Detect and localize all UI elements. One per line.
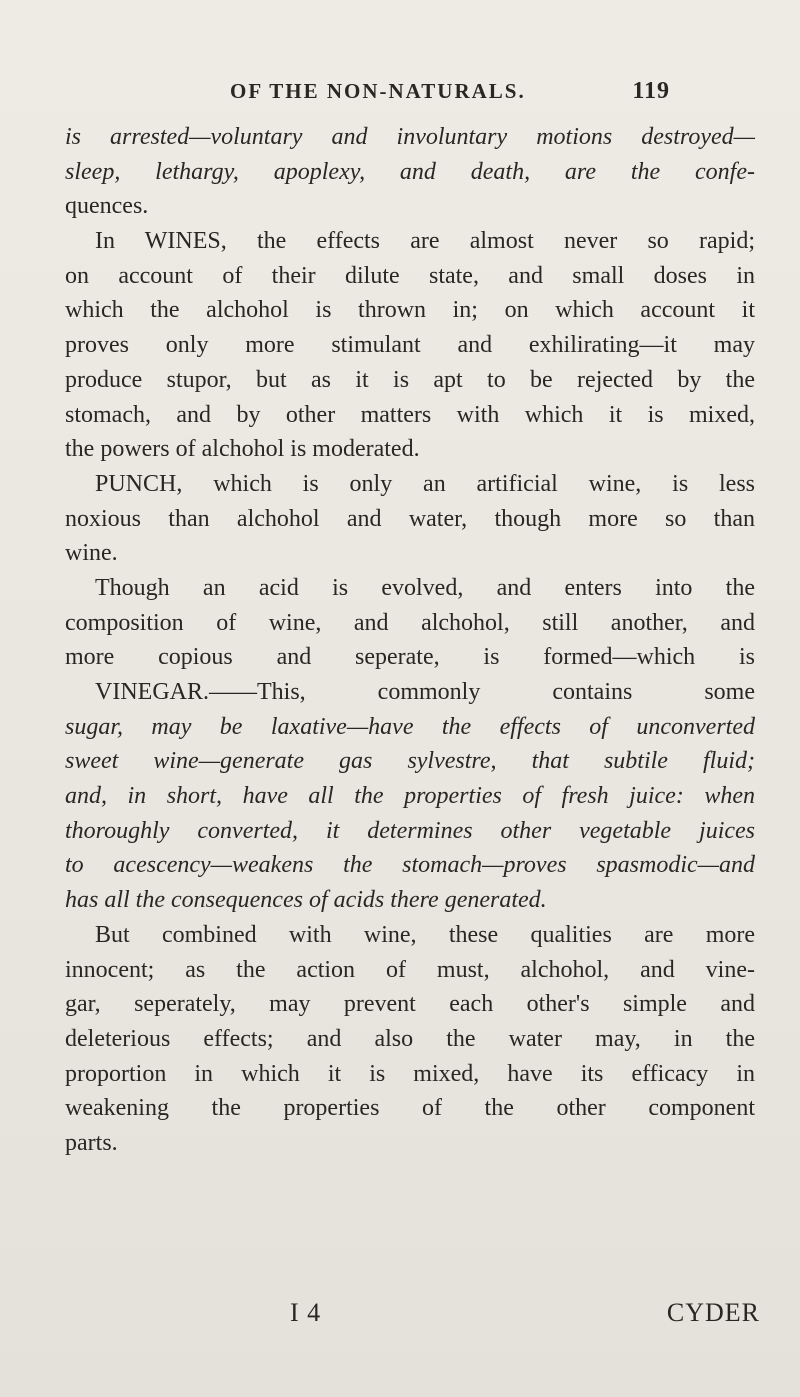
text-line: thoroughly converted, it determines other vegetable juices <box>65 817 755 844</box>
text-line: proportion in which it is mixed, have its efficacy in <box>65 1060 755 1087</box>
text-line: VINEGAR.——This, commonly contains some <box>95 679 755 705</box>
text-line: parts. <box>65 1129 118 1156</box>
text-line: the powers of alchohol is moderated. <box>65 436 420 463</box>
text-line: wine. <box>65 540 118 567</box>
text-line: and, in short, have all the properties of fresh juice: when <box>65 783 755 810</box>
text-line: composition of wine, and alchohol, still another, and <box>65 609 755 636</box>
text-line: innocent; as the action of must, alchohol, and vine- <box>65 956 755 983</box>
text-line: But combined with wine, these qualities are more <box>95 921 755 948</box>
text-line: deleterious effects; and also the water may, in the <box>65 1025 755 1052</box>
text-line: is arrested—voluntary and involuntary motions destroyed— <box>65 124 755 150</box>
signature-mark: I 4 <box>290 1298 322 1327</box>
text-line: has all the consequences of acids there generated. <box>65 887 547 914</box>
text-line: Though an acid is evolved, and enters into the <box>95 574 755 601</box>
text-line: sugar, may be laxative—have the effects of unconverted <box>65 713 755 740</box>
body-text <box>65 120 755 1161</box>
text-line: sweet wine—generate gas sylvestre, that subtile fluid; <box>65 748 755 775</box>
text-line: which the alchohol is thrown in; on which account it <box>65 297 755 324</box>
text-line: more copious and seperate, is formed—which is <box>65 644 755 671</box>
page-footer <box>270 1298 790 1328</box>
page-header <box>230 78 670 105</box>
page-number: 119 <box>632 78 670 104</box>
catchword: CYDER <box>666 1298 760 1327</box>
text-line: to acescency—weakens the stomach—proves spasmodic—and <box>65 852 755 879</box>
text-line: gar, seperately, may prevent each other's simple and <box>65 991 755 1018</box>
text-line: PUNCH, which is only an artificial wine, is less <box>95 470 755 497</box>
running-title: OF THE NON-NATURALS. <box>230 79 526 103</box>
text-line: stomach, and by other matters with which it is mixed, <box>65 401 755 428</box>
text-line: proves only more stimulant and exhilirating—it may <box>65 332 755 359</box>
text-line: quences. <box>65 193 149 220</box>
text-line: on account of their dilute state, and small doses in <box>65 262 755 289</box>
text-line: sleep, lethargy, apoplexy, and death, are the confe- <box>65 158 755 185</box>
text-line: noxious than alchohol and water, though more so than <box>65 505 755 532</box>
text-line: weakening the properties of the other component <box>65 1095 755 1122</box>
text-line: In WINES, the effects are almost never so rapid; <box>95 228 755 255</box>
text-line: produce stupor, but as it is apt to be rejected by the <box>65 366 755 393</box>
